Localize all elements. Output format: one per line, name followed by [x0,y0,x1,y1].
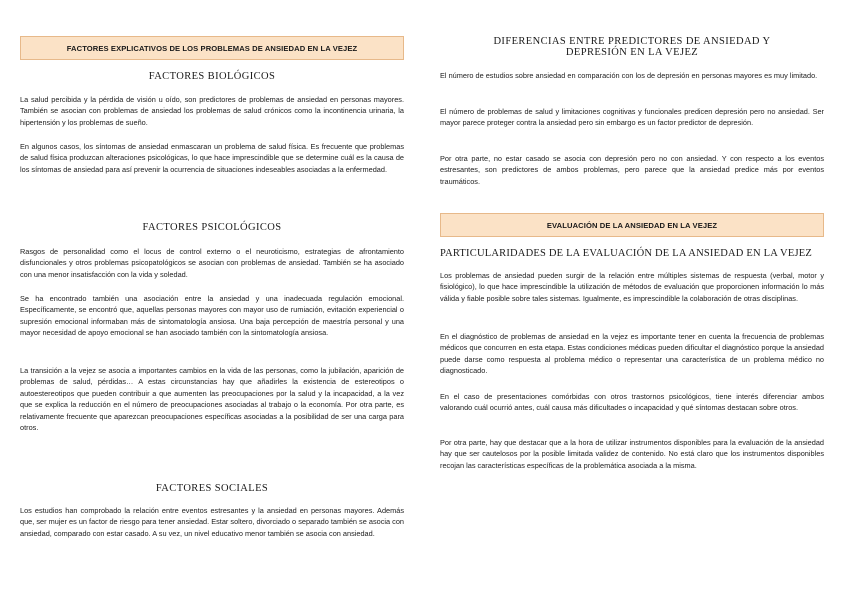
paragraph-diferencias-2: El número de problemas de salud y limitaciones cognitivas y funcionales predicen depresión pero no ansiedad. Ser mayor parece proteger contra la ansiedad pero sin embargo es un factor predictor de depresión. [440,107,824,128]
paragraph-particularidades-2: En el diagnóstico de problemas de ansiedad en la vejez es importante tener en cuenta la frecuencia de problemas médicos que concurren en esta etapa. Estas condiciones médicas pueden dificultar el diagnóstico porque la ansiedad puede darse como respuesta al problema médico o representar una característica de un problema médico no diagnosticado. [440,332,824,376]
paragraph-sociales-1: Los estudios han comprobado la relación entre eventos estresantes y la ansiedad en personas mayores. Además que, ser mujer es un factor de riesgo para tener ansiedad. Estar soltero, divorciado o separado también se asocia con ansiedad, comparado con estar casado. A su vez, un nivel educativo menor también se asocia con ansiedad. [20,506,404,538]
heading-diferencias-line2: DEPRESIÓN EN LA VEJEZ [565,47,699,58]
heading-factores-biologicos: FACTORES BIOLÓGICOS [148,71,276,82]
paragraph-biologicos-1: La salud percibida y la pérdida de visión u oído, son predictores de problemas de ansiedad en personas mayores. También se asocian con problemas de ansiedad los problemas de salud crónicos como la incontinencia urinaria, la hipertensión y los problemas de sueño. [20,95,404,127]
paragraph-psicologicos-3: La transición a la vejez se asocia a importantes cambios en la vida de las personas, como la jubilación, aparición de problemas de salud, pérdidas… A estas circunstancias hay que añadirles la existencia de estereotipos o autoestereotipos que pueden contribuir a que aumenten las preocupaciones por la salud y la incapacidad, a la vez que se explica la reducción en el número de preocupaciones asociadas al trabajo o la economía. Por otra parte, es relativamente frecuente que aparezcan preocupaciones específicas asociadas a la posibilidad de ser una carga para otros. [20,366,404,433]
paragraph-diferencias-3: Por otra parte, no estar casado se asocia con depresión pero no con ansiedad. Y con respecto a los eventos estresantes, son predictores de ambos problemas, pero parece que la ansiedad predice más por eventos traumáticos. [440,154,824,186]
section-banner-evaluacion: EVALUACIÓN DE LA ANSIEDAD EN LA VEJEZ [440,213,824,237]
paragraph-biologicos-2: En algunos casos, los síntomas de ansiedad enmascaran un problema de salud física. Es frecuente que problemas de salud física produzcan alteraciones psicológicas, lo que hace imprescindible que se determine cuál es la causa de los síntomas de ansiedad para así prevenir la ocurrencia de situaciones indeseables asociadas a la enfermedad. [20,142,404,174]
heading-particularidades: PARTICULARIDADES DE LA EVALUACIÓN DE LA ANSIEDAD EN LA VEJEZ [440,248,812,259]
paragraph-psicologicos-1: Rasgos de personalidad como el locus de control externo o el neuroticismo, estrategias de afrontamiento disfuncionales y otros problemas psicopatológicos se asocian con problemas de ansiedad. También se ha asociado con una menor insatisfacción con la vida y soledad. [20,247,404,279]
heading-factores-sociales: FACTORES SOCIALES [155,483,269,494]
paragraph-particularidades-1: Los problemas de ansiedad pueden surgir de la relación entre múltiples sistemas de respuesta (verbal, motor y fisiológico), lo que hace imprescindible la utilización de métodos de evaluación que proporcionen información lo más válida y fiable posible sobre tales sistemas. Igualmente, es imprescindible la colaboración de otras disciplinas. [440,271,824,303]
heading-diferencias [440,36,824,58]
paragraph-diferencias-1: El número de estudios sobre ansiedad en comparación con los de depresión en personas mayores es muy limitado. [440,71,818,80]
heading-diferencias-line1: DIFERENCIAS ENTRE PREDICTORES DE ANSIEDAD Y [493,36,771,47]
heading-factores-psicologicos: FACTORES PSICOLÓGICOS [142,222,282,233]
paragraph-psicologicos-2: Se ha encontrado también una asociación entre la ansiedad y una inadecuada regulación emocional. Específicamente, se encontró que, aquellas personas mayores con mayor uso de rumiación, evitación experiencial o supresión emocional informaban más de sintomatología ansiosa. Una baja percepción de maestría personal y una mayor necesidad de apoyo emocional se han asociado también con la sintomatología ansiosa. [20,294,404,338]
section-banner-factores: FACTORES EXPLICATIVOS DE LOS PROBLEMAS DE ANSIEDAD EN LA VEJEZ [20,36,404,60]
paragraph-particularidades-3: En el caso de presentaciones comórbidas con otros trastornos psicológicos, tiene interés diferenciar ambos valorando cuál ocurrió antes, cuál causa más dificultades o incapacidad y qué síntomas destacan sobre otros. [440,392,824,413]
paragraph-particularidades-4: Por otra parte, hay que destacar que a la hora de utilizar instrumentos disponibles para la evaluación de la ansiedad hay que ser cautelosos por la posible limitada validez de contenido. No está claro que los instrumentos disponibles recojan las características específicas de la problemática asociada a la misma. [440,438,824,470]
